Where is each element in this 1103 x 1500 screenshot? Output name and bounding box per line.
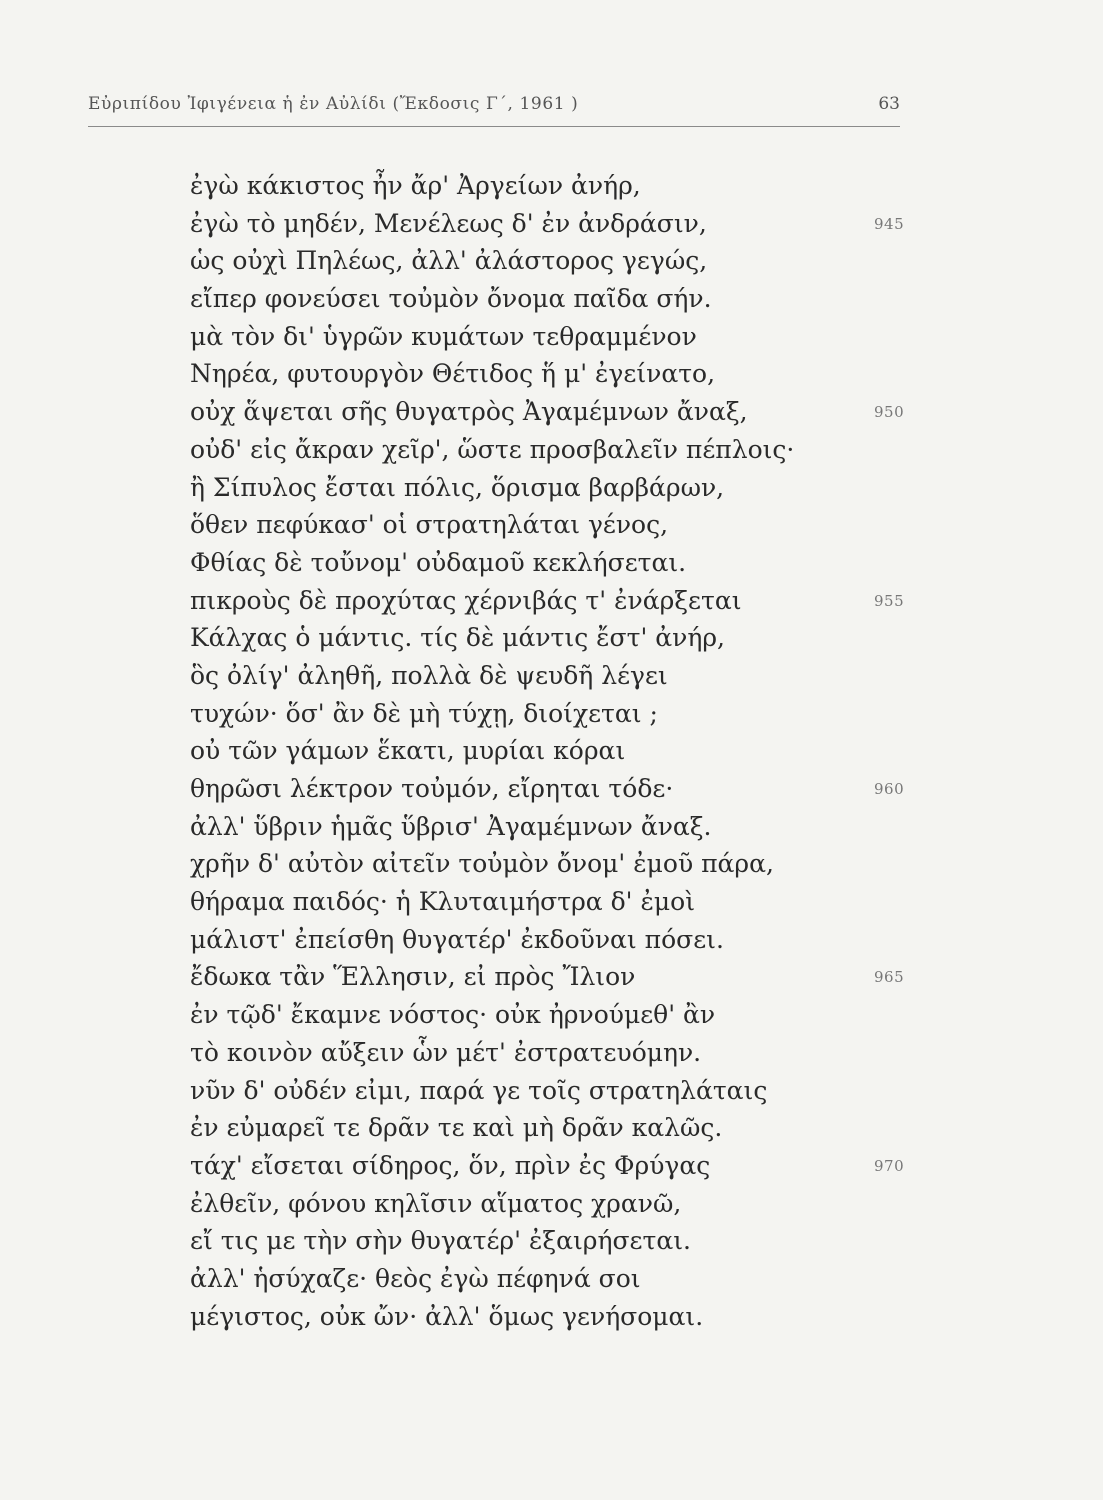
verse-text: Κάλχας ὁ μάντις. τίς δὲ μάντις ἔστ' ἀνήρ, — [190, 623, 725, 653]
verse-line — [190, 808, 910, 846]
line-number: 945 — [874, 214, 905, 233]
verse-text: Φθίας δὲ τοὔνομ' οὐδαμοῦ κεκλήσεται. — [190, 547, 687, 577]
verse-text: ἐγὼ κάκιστος ἦν ἄρ' Ἀργείων ἀνήρ, — [190, 171, 641, 200]
verse-line — [190, 544, 910, 582]
verse-line — [190, 1034, 910, 1072]
verse-text: ὡς οὐχὶ Πηλέως, ἀλλ' ἀλάστορος γεγώς, — [190, 246, 708, 276]
verse-line — [190, 431, 910, 469]
verse-text: ἔδωκα τἂν Ἕλλησιν, εἰ πρὸς Ἴλιον — [190, 962, 636, 992]
running-title: Εὐριπίδου Ἰφιγένεια ἡ ἐν Αὐλίδι (Ἔκδοσις Γ΄, 1961 ) — [88, 94, 579, 114]
line-number: 970 — [874, 1156, 905, 1175]
verse-line — [190, 1222, 910, 1260]
verse-text: θηρῶσι λέκτρον τοὐμόν, εἴρηται τόδε· — [190, 774, 674, 803]
line-number: 960 — [874, 780, 905, 798]
verse-text: μάλιστ' ἐπείσθη θυγατέρ' ἐκδοῦναι πόσει. — [190, 924, 724, 954]
verse-text: τυχών· ὅσ' ἂν δὲ μὴ τύχῃ, διοίχεται ; — [190, 698, 658, 728]
verse-line — [190, 582, 910, 620]
verse-text: οὐ τῶν γάμων ἕκατι, μυρίαι κόραι — [190, 736, 626, 766]
verse-line — [190, 393, 910, 431]
verse-text: ἢ Σίπυλος ἔσται πόλις, ὅρισμα βαρβάρων, — [190, 472, 725, 502]
verse-line — [190, 242, 910, 280]
verse-block — [190, 167, 910, 1335]
verse-line — [190, 619, 910, 657]
verse-text: ὃς ὀλίγ' ἀληθῆ, πολλὰ δὲ ψευδῆ λέγει — [190, 660, 668, 690]
verse-line — [190, 1147, 910, 1185]
verse-line — [190, 318, 910, 356]
verse-text: οὐδ' εἰς ἄκραν χεῖρ', ὥστε προσβαλεῖν πέπλοις· — [190, 434, 795, 464]
verse-line — [190, 996, 910, 1034]
verse-text: οὐχ ἅψεται σῆς θυγατρὸς Ἀγαμέμνων ἄναξ, — [190, 397, 748, 427]
verse-line — [190, 205, 910, 243]
verse-text: ἐλθεῖν, φόνου κηλῖσιν αἵματος χρανῶ, — [190, 1188, 682, 1218]
verse-line — [190, 732, 910, 770]
verse-line — [190, 845, 910, 883]
verse-line — [190, 1260, 910, 1298]
line-number: 955 — [874, 591, 905, 610]
verse-text: Νηρέα, φυτουργὸν Θέτιδος ἥ μ' ἐγείνατο, — [190, 359, 716, 389]
header-rule — [88, 126, 900, 127]
verse-text: ἀλλ' ἡσύχαζε· θεὸς ἐγὼ πέφηνά σοι — [190, 1263, 641, 1293]
verse-line — [190, 469, 910, 507]
line-number: 950 — [874, 403, 905, 422]
verse-line — [190, 1185, 910, 1223]
verse-text: ὅθεν πεφύκασ' οἱ στρατηλάται γένος, — [190, 510, 669, 540]
verse-line — [190, 883, 910, 921]
verse-text: χρῆν δ' αὐτὸν αἰτεῖν τοὐμὸν ὄνομ' ἐμοῦ πάρα, — [190, 849, 774, 879]
verse-line — [190, 167, 910, 205]
verse-text: μέγιστος, οὐκ ὤν· ἀλλ' ὅμως γενήσομαι. — [190, 1301, 704, 1331]
verse-line — [190, 506, 910, 544]
verse-line — [190, 921, 910, 959]
verse-line — [190, 958, 910, 996]
verse-text: εἴπερ φονεύσει τοὐμὸν ὄνομα παῖδα σήν. — [190, 284, 712, 314]
verse-line — [190, 1072, 910, 1110]
verse-line — [190, 695, 910, 733]
verse-line — [190, 280, 910, 318]
verse-text: θήραμα παιδός· ἡ Κλυταιμήστρα δ' ἐμοὶ — [190, 887, 695, 917]
verse-text: τὸ κοινὸν αὔξειν ὧν μέτ' ἐστρατευόμην. — [190, 1037, 702, 1067]
verse-text: τάχ' εἴσεται σίδηρος, ὅν, πρὶν ἐς Φρύγας — [190, 1150, 711, 1180]
page-number: 63 — [878, 94, 900, 114]
verse-line — [190, 1109, 910, 1147]
verse-text: πικροὺς δὲ προχύτας χέρνιβάς τ' ἐνάρξεται — [190, 585, 742, 615]
verse-text: μὰ τὸν δι' ὑγρῶν κυμάτων τεθραμμένον — [190, 321, 697, 351]
verse-line — [190, 770, 910, 808]
verse-text: εἴ τις με τὴν σὴν θυγατέρ' ἐξαιρήσεται. — [190, 1226, 691, 1256]
verse-text: νῦν δ' οὐδέν εἰμι, παρά γε τοῖς στρατηλάταις — [190, 1075, 768, 1105]
verse-text: ἐγὼ τὸ μηδέν, Μενέλεως δ' ἐν ἀνδράσιν, — [190, 208, 707, 238]
verse-line — [190, 355, 910, 393]
verse-text: ἀλλ' ὕβριν ἡμᾶς ὕβρισ' Ἀγαμέμνων ἄναξ. — [190, 811, 712, 841]
line-number: 965 — [874, 968, 905, 987]
verse-text: ἐν εὐμαρεῖ τε δρᾶν τε καὶ μὴ δρᾶν καλῶς. — [190, 1113, 723, 1143]
running-head — [88, 94, 900, 122]
verse-text: ἐν τῷδ' ἔκαμνε νόστος· οὐκ ἠρνούμεθ' ἂν — [190, 1000, 716, 1030]
verse-line — [190, 657, 910, 695]
verse-line — [190, 1298, 910, 1336]
